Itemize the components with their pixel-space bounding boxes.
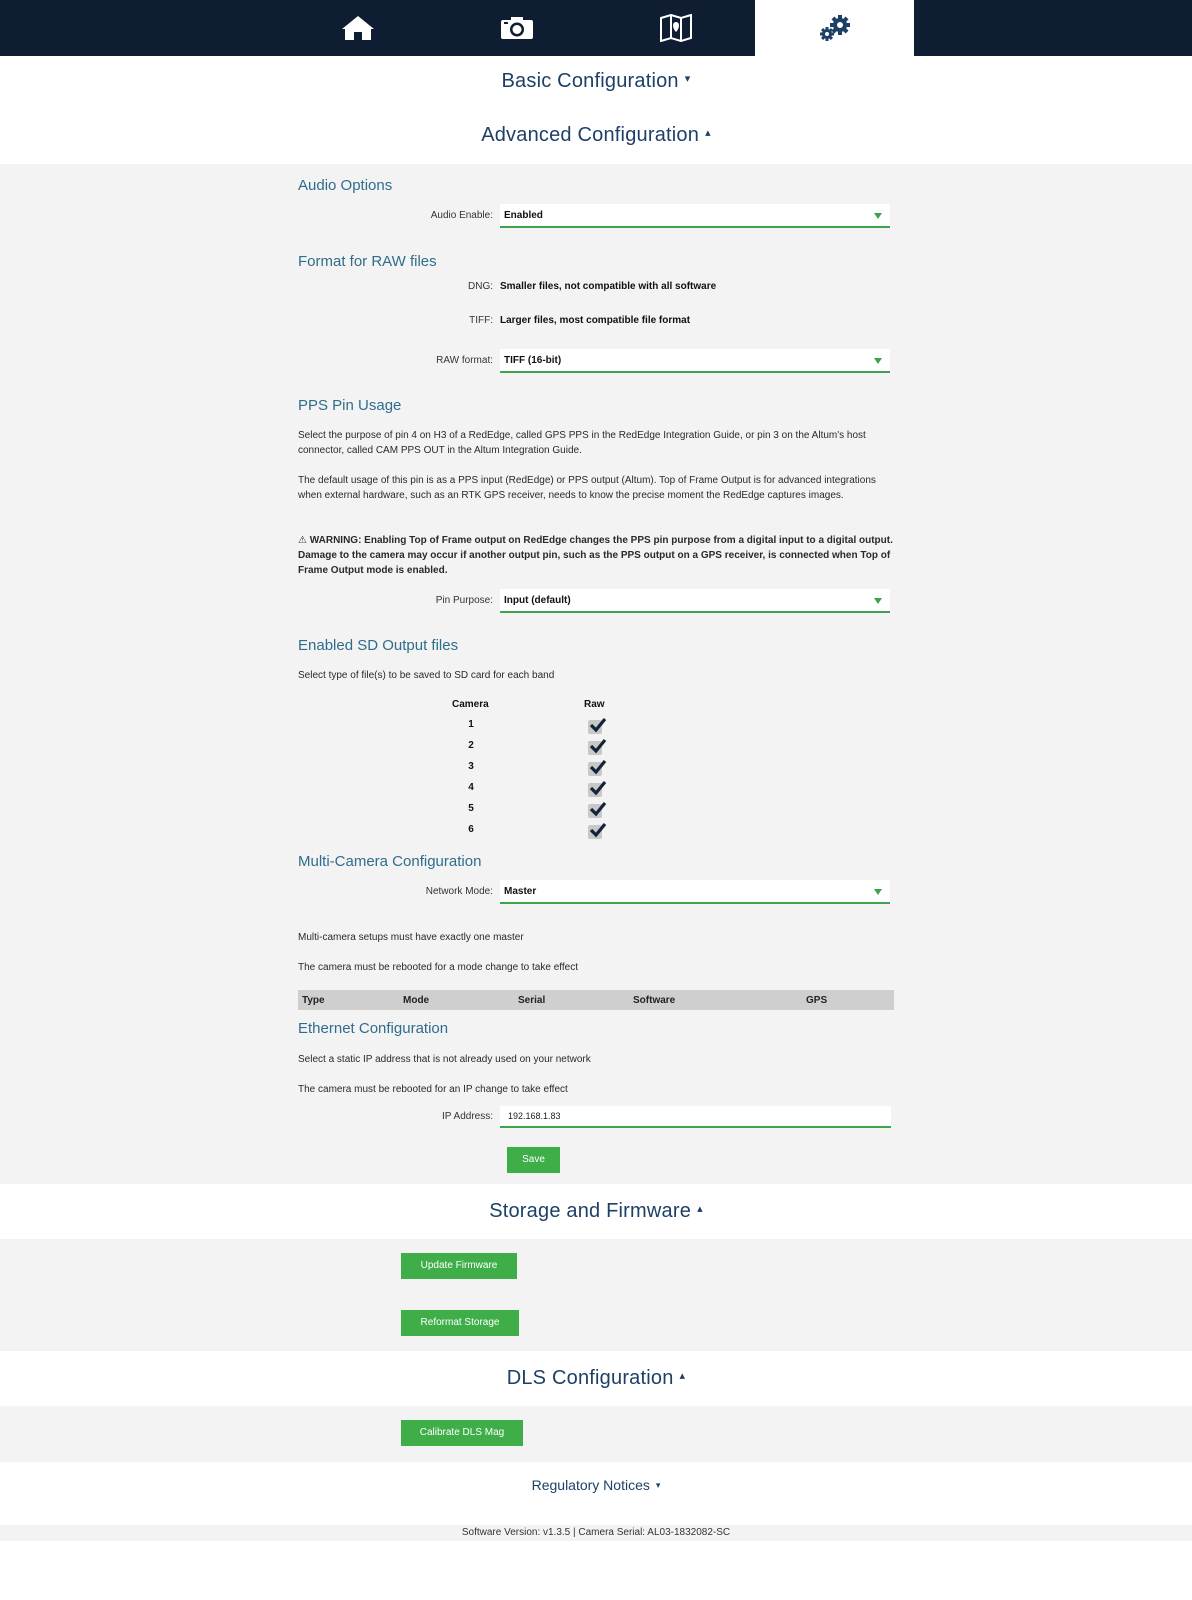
column-type: Type (302, 995, 325, 1006)
network-mode-value: Master (504, 886, 537, 897)
pin-purpose-label: Pin Purpose: (435, 595, 493, 606)
ip-address-input[interactable] (500, 1106, 891, 1128)
calibrate-dls-mag-button[interactable]: Calibrate DLS Mag (401, 1420, 523, 1446)
camera-number: 3 (468, 761, 474, 772)
ethernet-note-2: The camera must be rebooted for an IP change to take effect (298, 1084, 568, 1095)
dng-description: Smaller files, not compatible with all software (500, 281, 717, 292)
save-button[interactable]: Save (507, 1147, 560, 1173)
regulatory-notices-label: Regulatory Notices (531, 1477, 650, 1493)
basic-config-header[interactable] (0, 70, 1192, 93)
chevron-down-icon: ▾ (684, 73, 691, 85)
ethernet-heading: Ethernet Configuration (298, 1020, 449, 1037)
audio-options-heading: Audio Options (298, 177, 393, 194)
raw-checkbox[interactable] (588, 720, 602, 734)
tiff-label: TIFF: (469, 315, 493, 326)
basic-config-title: Basic Configuration (501, 70, 679, 92)
gears-icon (818, 14, 852, 42)
camera-number: 5 (468, 803, 474, 814)
camera-number: 1 (468, 719, 474, 730)
checkmark-icon (589, 758, 607, 776)
home-icon (341, 15, 375, 41)
nav-tab-camera[interactable] (437, 0, 596, 56)
reformat-storage-button[interactable]: Reformat Storage (401, 1310, 519, 1336)
checkmark-icon (589, 800, 607, 818)
pps-pin-heading: PPS Pin Usage (298, 397, 402, 414)
checkmark-icon (589, 779, 607, 797)
network-mode-label: Network Mode: (425, 886, 493, 897)
tiff-description: Larger files, most compatible file format (500, 315, 691, 326)
audio-enable-select[interactable] (500, 204, 890, 228)
top-nav (0, 0, 1192, 56)
pin-purpose-select[interactable] (500, 589, 890, 613)
dls-config-header[interactable] (0, 1367, 1192, 1390)
chevron-up-icon: ▴ (697, 1203, 703, 1215)
dropdown-arrow-icon (874, 213, 882, 219)
camera-number: 6 (468, 824, 474, 835)
audio-enable-value: Enabled (504, 210, 543, 221)
sd-output-description: Select type of file(s) to be saved to SD card for each band (298, 670, 555, 681)
raw-checkbox[interactable] (588, 804, 602, 818)
chevron-down-icon: ▾ (655, 1480, 661, 1490)
nav-tab-settings[interactable] (755, 0, 914, 56)
camera-list-header (298, 990, 894, 1010)
raw-checkbox[interactable] (588, 762, 602, 776)
pps-description-1: Select the purpose of pin 4 on H3 of a RedEdge, called GPS PPS in the RedEdge Integration Guide, or pin 3 on the Altum's host connector, called CAM PPS OUT in the Altum Integration Guide. (298, 430, 866, 456)
camera-column-header: Camera (452, 699, 489, 710)
checkmark-icon (589, 821, 607, 839)
raw-checkbox[interactable] (588, 783, 602, 797)
storage-firmware-panel (0, 1239, 1192, 1351)
map-icon (660, 14, 692, 42)
advanced-config-title: Advanced Configuration (481, 124, 700, 146)
column-serial: Serial (518, 995, 546, 1006)
dls-config-title: DLS Configuration (506, 1367, 674, 1389)
ethernet-note-1: Select a static IP address that is not already used on your network (298, 1054, 591, 1065)
storage-firmware-title: Storage and Firmware (489, 1200, 692, 1222)
nav-tab-home[interactable] (278, 0, 437, 56)
storage-firmware-header[interactable] (0, 1200, 1192, 1223)
regulatory-notices-toggle[interactable] (0, 1477, 1192, 1493)
ip-address-label: IP Address: (442, 1111, 493, 1122)
dls-config-panel (0, 1406, 1192, 1462)
multi-camera-note-1: Multi-camera setups must have exactly one master (298, 932, 524, 943)
chevron-up-icon: ▴ (679, 1370, 686, 1382)
dng-label: DNG: (468, 281, 493, 292)
update-firmware-button[interactable]: Update Firmware (401, 1253, 517, 1279)
dropdown-arrow-icon (874, 598, 882, 604)
raw-format-label: RAW format: (436, 355, 493, 366)
sd-output-heading: Enabled SD Output files (298, 637, 459, 654)
dropdown-arrow-icon (874, 889, 882, 895)
raw-format-heading: Format for RAW files (298, 253, 437, 270)
column-gps: GPS (806, 995, 828, 1006)
camera-number: 2 (468, 740, 474, 751)
checkmark-icon (589, 737, 607, 755)
raw-format-select[interactable] (500, 349, 890, 373)
camera-number: 4 (468, 782, 474, 793)
column-mode: Mode (403, 995, 430, 1006)
raw-checkbox[interactable] (588, 741, 602, 755)
column-software: Software (633, 995, 676, 1006)
checkmark-icon (589, 716, 607, 734)
raw-checkbox[interactable] (588, 825, 602, 839)
advanced-config-header[interactable] (0, 124, 1192, 147)
audio-enable-label: Audio Enable: (430, 210, 493, 221)
raw-column-header: Raw (584, 699, 605, 710)
pps-description-2: The default usage of this pin is as a PPS input (RedEdge) or PPS output (Altum). Top of Frame Output is for advanced integrations when external hardware, such as an RTK GPS receiver, needs to know the precise moment the RedEdge captures images. (298, 475, 876, 501)
raw-format-value: TIFF (16-bit) (504, 355, 562, 366)
multi-camera-heading: Multi-Camera Configuration (298, 853, 482, 870)
dropdown-arrow-icon (874, 358, 882, 364)
chevron-up-icon: ▴ (705, 127, 711, 139)
pin-purpose-value: Input (default) (504, 595, 571, 606)
nav-tab-map[interactable] (596, 0, 755, 56)
camera-icon (500, 16, 534, 40)
network-mode-select[interactable] (500, 880, 890, 904)
pps-warning: ⚠ WARNING: Enabling Top of Frame output on RedEdge changes the PPS pin purpose from a digital input to a digital output. Damage to the camera may occur if another output pin, such as the PPS output on a GPS receiver, is connected when Top of Frame Output mode is enabled. (298, 535, 893, 576)
version-footer: Software Version: v1.3.5 | Camera Serial: AL03-1832082-SC (0, 1525, 1192, 1541)
multi-camera-note-2: The camera must be rebooted for a mode change to take effect (298, 962, 578, 973)
